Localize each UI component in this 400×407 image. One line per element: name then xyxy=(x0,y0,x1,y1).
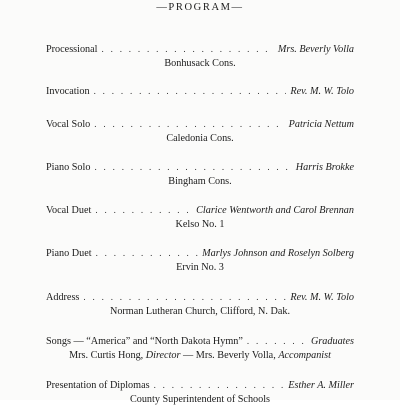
item-performer: Mrs. Beverly Volla xyxy=(277,44,354,55)
item-performer: Esther A. Miller xyxy=(288,380,354,391)
item-label: Vocal Duet xyxy=(46,205,92,216)
program-item-address xyxy=(46,290,354,319)
item-subtext: County Superintendent of Schools xyxy=(129,394,271,405)
item-performer: Harris Brokke xyxy=(295,162,354,173)
program-item-diplomas xyxy=(46,378,354,407)
program-item-piano-solo xyxy=(46,160,354,189)
item-subtext: Ervin No. 3 xyxy=(176,262,224,273)
dot-leader xyxy=(94,160,291,174)
item-subtext: Kelso No. 1 xyxy=(175,219,225,230)
item-performer: Rev. M. W. Tolo xyxy=(290,292,354,303)
subtext-role: Director xyxy=(145,350,181,361)
program-heading: —PROGRAM— xyxy=(156,2,244,13)
program-item-vocal-solo xyxy=(46,117,354,146)
item-label: Presentation of Diplomas xyxy=(46,380,150,391)
item-label: Address xyxy=(46,292,80,303)
item-label: Piano Duet xyxy=(46,248,92,259)
item-subtext: Caledonia Cons. xyxy=(166,133,234,144)
item-label: Piano Solo xyxy=(46,162,91,173)
subtext-part: — Mrs. Beverly Volla, xyxy=(180,350,279,361)
program-item-processional xyxy=(46,42,354,71)
item-subtext: Bingham Cons. xyxy=(168,176,232,187)
dot-leader xyxy=(154,378,285,392)
item-performer: Clarice Wentworth and Carol Brennan xyxy=(196,205,354,216)
item-performer: Rev. M. W. Tolo xyxy=(290,86,354,97)
item-label: Invocation xyxy=(46,86,90,97)
item-performer: Marlys Johnson and Roselyn Solberg xyxy=(202,248,354,259)
dot-leader xyxy=(83,290,286,304)
item-label: Songs — “America” and “North Dakota Hymn” xyxy=(46,336,243,347)
item-label: Processional xyxy=(46,44,98,55)
item-performer: Graduates xyxy=(310,336,354,347)
dot-leader xyxy=(95,203,192,217)
subtext-part: Mrs. Curtis Hong, xyxy=(69,350,146,361)
dot-leader xyxy=(94,117,284,131)
program-item-piano-duet xyxy=(46,246,354,275)
item-label: Vocal Solo xyxy=(46,119,91,130)
program-item-songs xyxy=(46,334,354,363)
dot-leader xyxy=(96,246,199,260)
subtext-role: Accompanist xyxy=(278,350,331,361)
item-subtext: Norman Lutheran Church, Clifford, N. Dak. xyxy=(109,306,291,317)
program-item-invocation xyxy=(46,84,354,99)
program-item-vocal-duet xyxy=(46,203,354,232)
item-subtext xyxy=(46,349,354,363)
dot-leader xyxy=(247,334,307,348)
dot-leader xyxy=(102,42,274,56)
dot-leader xyxy=(94,84,287,98)
item-performer: Patricia Nettum xyxy=(288,119,354,130)
item-subtext: Bonhusack Cons. xyxy=(164,58,236,69)
